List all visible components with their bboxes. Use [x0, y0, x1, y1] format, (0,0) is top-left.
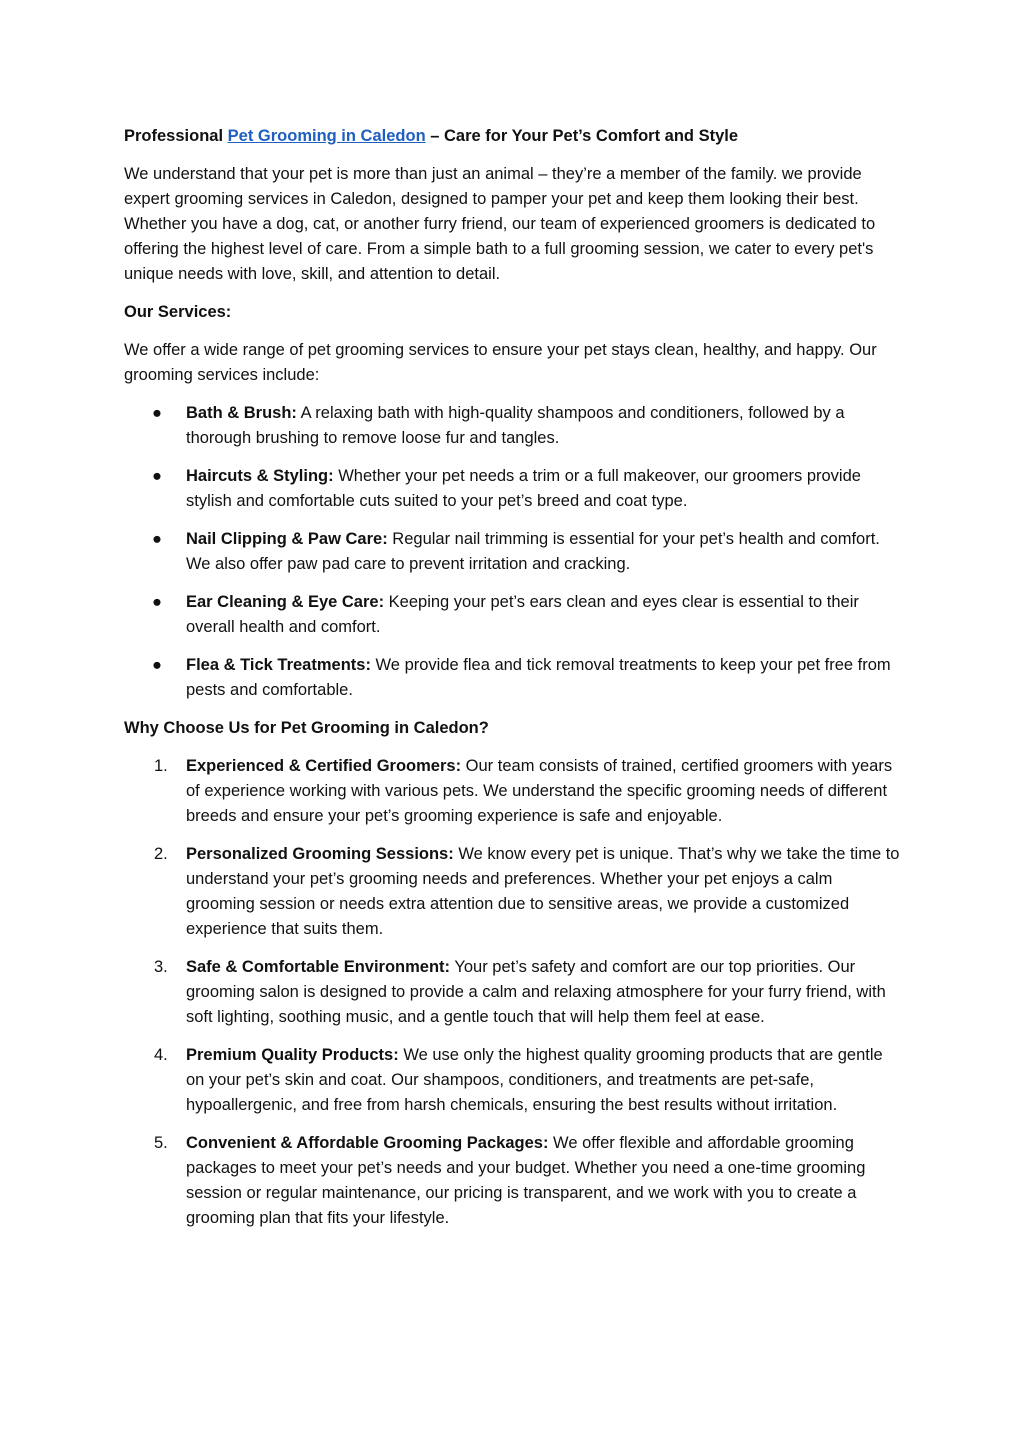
reason-text: We offer flexible and affordable grooming packages to meet your pet’s needs and your budget. Whether you need a one-time grooming session or regular maintenance, our pricing is transparent, and we work with you to create a grooming plan that fits your lifestyle.: [186, 1134, 866, 1227]
pet-grooming-caledon-link[interactable]: Pet Grooming in Caledon: [227, 127, 426, 145]
services-list: [124, 401, 904, 703]
service-text: Regular nail trimming is essential for your pet’s health and comfort. We also offer paw pad care to prevent irritation and cracking.: [186, 530, 880, 573]
reason-item: [124, 842, 904, 942]
service-item: [124, 653, 904, 703]
reason-term: Experienced & Certified Groomers:: [186, 757, 462, 775]
why-choose-heading: Why Choose Us for Pet Grooming in Caledon?: [124, 719, 489, 737]
reason-term: Safe & Comfortable Environment:: [186, 958, 451, 976]
reason-item: [124, 1043, 904, 1118]
reason-term: Personalized Grooming Sessions:: [186, 845, 454, 863]
service-term: Nail Clipping & Paw Care:: [186, 530, 388, 548]
reason-term: Convenient & Affordable Grooming Packages:: [186, 1134, 549, 1152]
document-page: [124, 124, 904, 1244]
service-text: We provide flea and tick removal treatments to keep your pet free from pests and comfortable.: [186, 656, 891, 699]
reasons-list: [124, 754, 904, 1231]
bullet-icon: ●: [152, 530, 162, 548]
reason-number: 5.: [154, 1134, 168, 1152]
bullet-icon: ●: [152, 404, 162, 422]
reason-text: Your pet’s safety and comfort are our top priorities. Our grooming salon is designed to provide a calm and relaxing atmosphere for your furry friend, with soft lighting, soothing music, and a gentle touch that will help them feel at ease.: [186, 958, 886, 1026]
reason-term: Premium Quality Products:: [186, 1046, 399, 1064]
reason-number: 1.: [154, 757, 168, 775]
services-heading: Our Services:: [124, 303, 232, 321]
reason-item: [124, 754, 904, 829]
service-text: Whether your pet needs a trim or a full makeover, our groomers provide stylish and comfortable cuts suited to your pet’s breed and coat type.: [186, 467, 861, 510]
reason-number: 2.: [154, 845, 168, 863]
reason-item: [124, 955, 904, 1030]
bullet-icon: ●: [152, 656, 162, 674]
title-prefix: Professional: [124, 127, 224, 145]
reason-number: 4.: [154, 1046, 168, 1064]
service-text: A relaxing bath with high-quality shampoos and conditioners, followed by a thorough brushing to remove loose fur and tangles.: [186, 404, 845, 447]
intro-paragraph: We understand that your pet is more than just an animal – they’re a member of the family. we provide expert grooming services in Caledon, designed to pamper your pet and keep them looking their best. Whether you have a dog, cat, or another furry friend, our team of experienced groomers is dedicated to offering the highest level of care. From a simple bath to a full grooming session, we cater to every pet's unique needs with love, skill, and attention to detail.: [124, 165, 876, 283]
service-term: Flea & Tick Treatments:: [186, 656, 371, 674]
reason-item: [124, 1131, 904, 1231]
service-item: [124, 464, 904, 514]
service-term: Ear Cleaning & Eye Care:: [186, 593, 385, 611]
reason-number: 3.: [154, 958, 168, 976]
reason-text: Our team consists of trained, certified groomers with years of experience working with various pets. We understand the specific grooming needs of different breeds and ensure your pet’s grooming experience is safe and enjoyable.: [186, 757, 893, 825]
bullet-icon: ●: [152, 467, 162, 485]
service-item: [124, 401, 904, 451]
reason-text: We know every pet is unique. That’s why we take the time to understand your pet’s grooming needs and preferences. Whether your pet enjoys a calm grooming session or needs extra attention due to sensitive areas, we provide a customized experience that suits them.: [186, 845, 900, 938]
reason-text: We use only the highest quality grooming products that are gentle on your pet’s skin and coat. Our shampoos, conditioners, and treatments are pet-safe, hypoallergenic, and free from harsh chemicals, ensuring the best results without irritation.: [186, 1046, 883, 1114]
service-item: [124, 590, 904, 640]
service-item: [124, 527, 904, 577]
document-title: [124, 124, 904, 149]
title-suffix: – Care for Your Pet’s Comfort and Style: [430, 127, 739, 145]
bullet-icon: ●: [152, 593, 162, 611]
service-term: Bath & Brush:: [186, 404, 297, 422]
service-text: Keeping your pet’s ears clean and eyes clear is essential to their overall health and comfort.: [186, 593, 859, 636]
services-intro: We offer a wide range of pet grooming services to ensure your pet stays clean, healthy, and happy. Our grooming services include:: [124, 341, 877, 384]
service-term: Haircuts & Styling:: [186, 467, 334, 485]
